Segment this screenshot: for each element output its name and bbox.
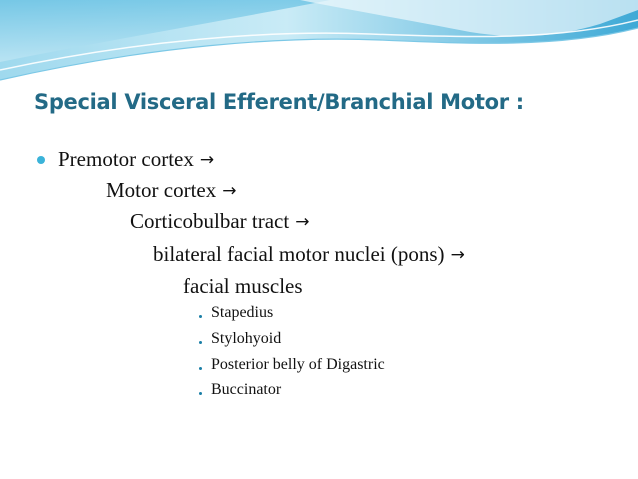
pathway-step-facial-muscles	[183, 274, 303, 299]
bullet-icon	[37, 156, 45, 164]
arrow-right-icon: →	[222, 181, 237, 201]
pathway-step-facial-nuclei	[153, 242, 465, 267]
pathway-step-label: bilateral facial motor nuclei (pons)	[153, 242, 445, 266]
slide-title: Special Visceral Efferent/Branchial Motor :	[34, 90, 524, 114]
arrow-right-icon: →	[199, 150, 215, 170]
sub-bullet-icon	[199, 341, 202, 344]
arrow-right-icon: →	[295, 212, 310, 232]
pathway-step-label: Motor cortex	[106, 178, 217, 202]
sub-bullet-icon	[199, 392, 202, 395]
pathway-step-label: Corticobulbar tract	[130, 209, 290, 233]
pathway-step-label: facial muscles	[183, 274, 303, 298]
muscle-item: Stylohyoid	[211, 330, 282, 347]
muscle-item: Stapedius	[211, 304, 274, 321]
pathway-step-motor-cortex	[106, 178, 236, 203]
arrow-right-icon: →	[450, 245, 465, 265]
pathway-step-corticobulbar	[130, 209, 309, 234]
muscle-item: Buccinator	[211, 381, 282, 398]
pathway-step-premotor	[58, 147, 214, 172]
header-wave-decoration	[0, 0, 638, 90]
muscle-item: Posterior belly of Digastric	[211, 356, 385, 373]
sub-bullet-icon	[199, 315, 202, 318]
sub-bullet-icon	[199, 367, 202, 370]
pathway-step-label: Premotor cortex	[58, 147, 194, 171]
